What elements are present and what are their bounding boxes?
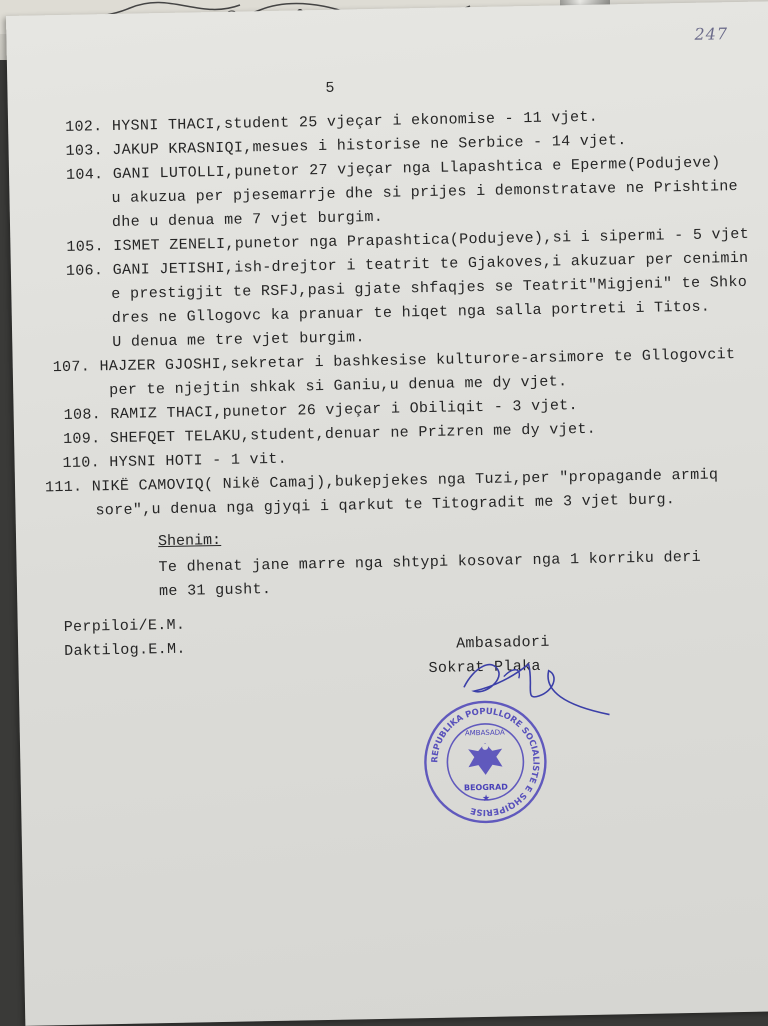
svg-text:BEOGRAD: BEOGRAD	[463, 782, 508, 793]
item-number: 106.	[65, 262, 104, 280]
item-text: HYSNI HOTI - 1 vit.	[109, 450, 288, 472]
item-text: HYSNI THACI,student 25 vjeçar i ekonomise - 11 vjet.	[111, 108, 599, 135]
item-text-continued: U denua me tre vjet burgim.	[112, 329, 365, 352]
svg-text:REPUBLIKA POPULLORE SOCIALISTE: REPUBLIKA POPULLORE SOCIALISTE E SHQIPERISE	[430, 706, 541, 818]
note-text: me 31 gusht.	[158, 581, 272, 601]
item-text: GANI LUTOLLI,punetor 27 vjeçar nga Llapashtica e Eperme(Podujeve)	[112, 154, 721, 183]
item-text: NIKË CAMOVIQ( Nikë Camaj),bukepjekes nga Tuzi,per "propagande armiq	[91, 466, 719, 496]
item-text: HAJZER GJOSHI,sekretar i bashkesise kulturore-arsimore te Gllogovcit	[99, 346, 736, 376]
item-number: 109.	[62, 430, 101, 448]
item-number: 108.	[63, 406, 102, 424]
item-number: 102.	[64, 118, 103, 136]
item-text: SHEFQET TELAKU,student,denuar ne Prizren me dy vjet.	[109, 420, 597, 448]
item-number: 104.	[65, 166, 104, 184]
typed-by: Daktilog.E.M.	[64, 640, 186, 660]
document-page	[6, 1, 768, 1026]
item-text-continued: dhe u denua me 7 vjet burgim.	[111, 208, 384, 232]
item-text-continued: dres ne Gllogovc ka pranuar te hiqet nga salla portreti i Titos.	[111, 298, 711, 328]
item-text-continued: per te njejtin shkak si Ganiu,u denua me dy vjet.	[109, 373, 568, 400]
ambassador-title: Ambasadori	[455, 633, 550, 653]
item-text-continued: e prestigjit te RSFJ,pasi gjate shfaqjes se Teatrit"Migjeni" te Shko	[111, 273, 748, 304]
svg-text:AMBASADA: AMBASADA	[464, 728, 505, 738]
item-number: 103.	[65, 142, 104, 160]
list-item	[53, 346, 736, 376]
embassy-seal-stamp	[419, 696, 551, 828]
list-item	[65, 132, 626, 160]
svg-text:★: ★	[481, 793, 491, 805]
item-text: GANI JETISHI,ish-drejtor i teatrit te Gjakoves,i akuzuar per cenimin	[112, 249, 749, 279]
item-text-continued: sore",u denua nga gjyqi i qarkut te Titogradit me 3 vjet burg.	[95, 491, 676, 520]
note-text: Te dhenat jane marre nga shtypi kosovar nga 1 korriku deri	[158, 548, 702, 577]
item-number: 105.	[66, 238, 105, 256]
item-text-continued: u akuzua per pjesemarrje dhe si prijes i demonstratave ne Prishtine	[111, 177, 739, 208]
list-item	[62, 451, 287, 472]
handwritten-page-note: 247	[694, 24, 729, 44]
item-number: 110.	[62, 454, 101, 472]
list-item	[64, 397, 579, 424]
item-text: JAKUP KRASNIQI,mesues i historise ne Serbice - 14 vjet.	[112, 132, 627, 159]
item-text: ISMET ZENELI,punetor nga Prapashtica(Podujeve),si i sipermi - 5 vjet	[113, 225, 750, 255]
item-number: 107.	[52, 358, 91, 377]
item-text: RAMIZ THACI,punetor 26 vjeçar i Obiliqit - 3 vjet.	[110, 397, 579, 424]
ambassador-name: Sokrat Plaka	[428, 657, 541, 678]
page-number: 5	[325, 79, 335, 97]
list-item	[65, 109, 598, 136]
list-item	[63, 421, 596, 448]
prepared-by: Perpiloi/E.M.	[63, 616, 186, 637]
item-number: 111.	[44, 478, 83, 497]
note-heading: Shenim:	[157, 531, 222, 551]
